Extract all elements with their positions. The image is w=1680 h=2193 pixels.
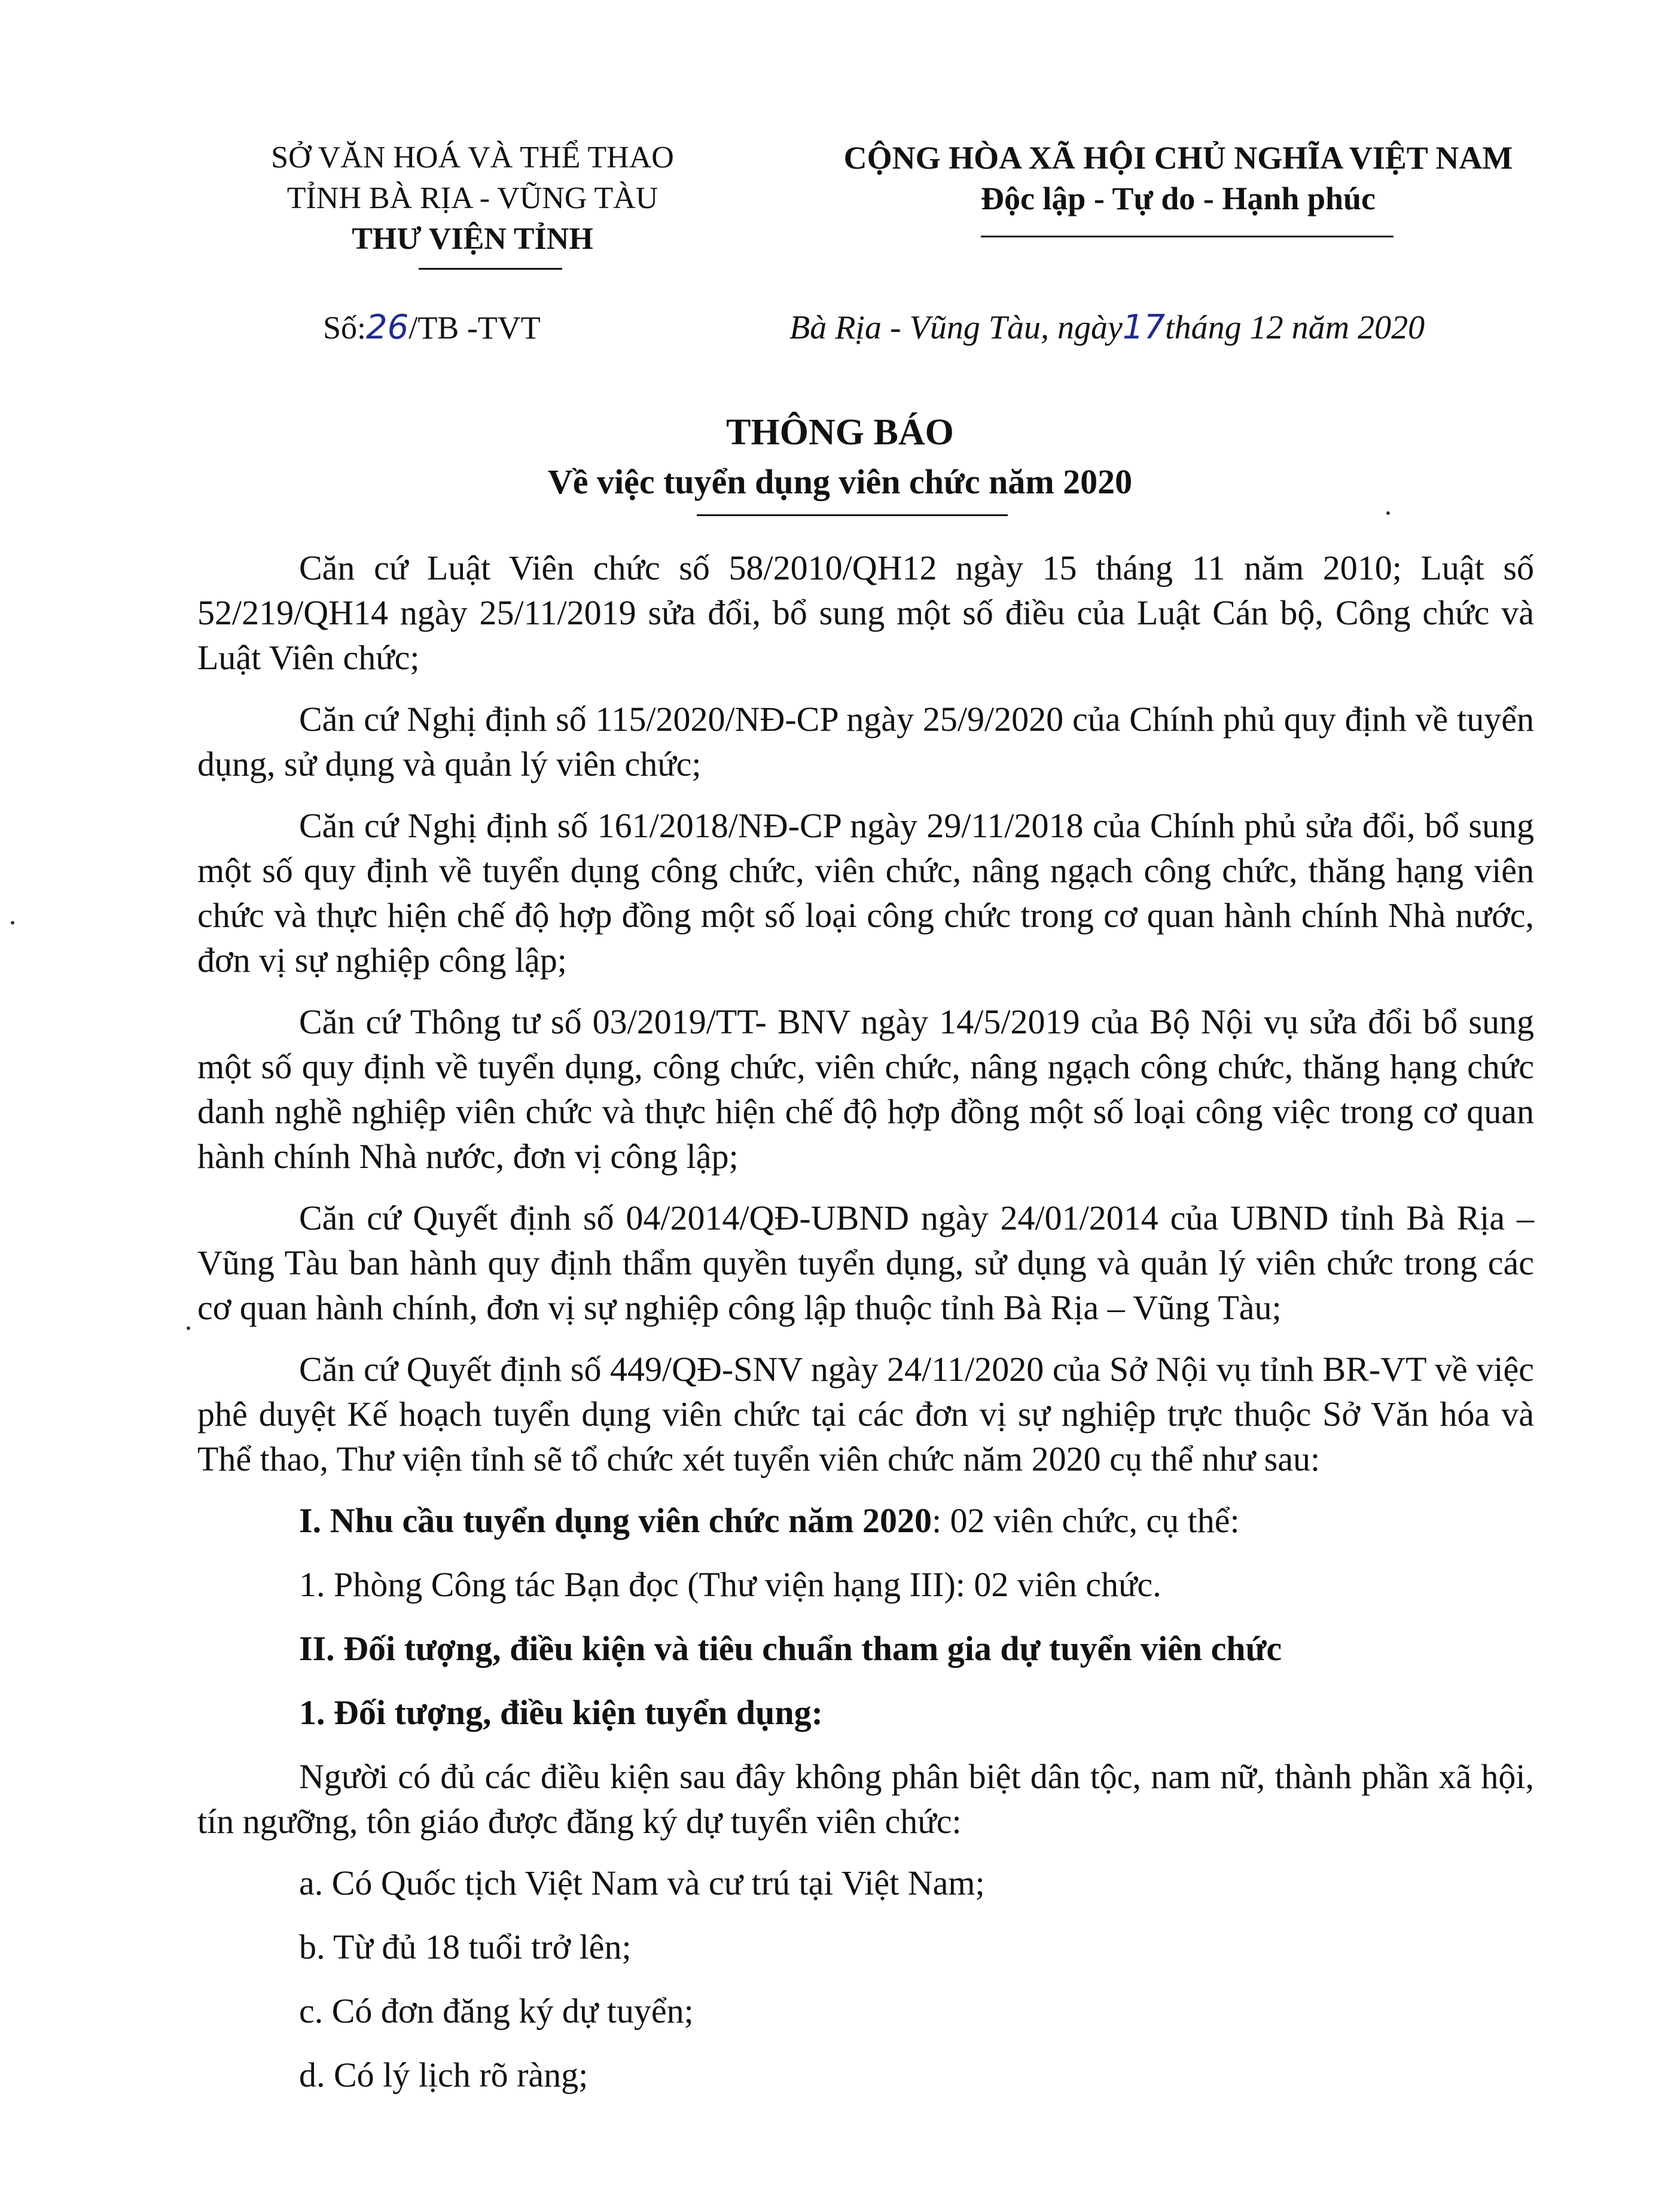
condition-item: d. Có lý lịch rõ ràng; bbox=[299, 2055, 589, 2094]
section-1-heading-rest: : 02 viên chức, cụ thể: bbox=[932, 1501, 1240, 1540]
section-2-heading: II. Đối tượng, điều kiện và tiêu chuẩn tham gia dự tuyển viên chức bbox=[299, 1629, 1282, 1668]
legal-basis-paragraph: Căn cứ Nghị định số 161/2018/NĐ-CP ngày 29/11/2018 của Chính phủ sửa đổi, bổ sung một số quy định về tuyển dụng công chức, viên chức, nâng ngạch công chức, thăng hạng viên chức và thực hiện chế độ hợp đồng một số loại công chức trong cơ quan hành chính Nhà nước, đơn vị sự nghiệp công lập; bbox=[197, 806, 1534, 980]
agency-line-1: SỞ VĂN HOÁ VÀ THỂ THAO bbox=[271, 141, 674, 175]
document-number bbox=[323, 308, 541, 347]
national-motto-block bbox=[772, 138, 1585, 219]
section-2-intro: Người có đủ các điều kiện sau đây không phân biệt dân tộc, nam nữ, thành phần xã hội, tín ngưỡng, tôn giáo được đăng ký dự tuyển viên chức: bbox=[197, 1757, 1534, 1841]
scan-speck bbox=[187, 1326, 190, 1330]
legal-basis-paragraph: Căn cứ Nghị định số 115/2020/NĐ-CP ngày 25/9/2020 của Chính phủ quy định về tuyển dụng, sử dụng và quản lý viên chức; bbox=[197, 700, 1534, 783]
motto-underline bbox=[981, 236, 1394, 237]
legal-basis-paragraph: Căn cứ Quyết định số 04/2014/QĐ-UBND ngày 24/01/2014 của UBND tỉnh Bà Rịa – Vũng Tàu ban hành quy định thẩm quyền tuyển dụng, sử dụng và quản lý viên chức trong các cơ quan hành chính, đơn vị sự nghiệp công lập thuộc tỉnh Bà Rịa – Vũng Tàu; bbox=[197, 1198, 1534, 1327]
document-body bbox=[197, 545, 1534, 2116]
legal-basis-paragraph: Căn cứ Thông tư số 03/2019/TT- BNV ngày 14/5/2019 của Bộ Nội vụ sửa đổi bổ sung một số quy định về tuyển dụng, công chức, viên chức, nâng ngạch công chức, thăng hạng chức danh nghề nghiệp viên chức và thực hiện chế độ hợp đồng một số loại công việc trong cơ quan hành chính Nhà nước, đơn vị công lập; bbox=[197, 1002, 1534, 1176]
issuing-agency-block bbox=[227, 138, 718, 260]
nation-line-2: Độc lập - Tự do - Hạnh phúc bbox=[980, 181, 1376, 216]
doc-number-suffix: /TB -TVT bbox=[408, 310, 541, 346]
section-1-item: 1. Phòng Công tác Bạn đọc (Thư viện hạng III): 02 viên chức. bbox=[299, 1565, 1161, 1604]
agency-line-3: THƯ VIỆN TỈNH bbox=[352, 222, 593, 256]
doc-number-prefix: Số: bbox=[323, 310, 367, 346]
date-prefix: Bà Rịa - Vũng Tàu, ngày bbox=[789, 309, 1123, 346]
condition-item: b. Từ đủ 18 tuổi trở lên; bbox=[299, 1927, 632, 1966]
condition-item: c. Có đơn đăng ký dự tuyển; bbox=[299, 1991, 694, 2030]
condition-item: a. Có Quốc tịch Việt Nam và cư trú tại Việt Nam; bbox=[299, 1863, 985, 1902]
legal-basis-paragraph: Căn cứ Luật Viên chức số 58/2010/QH12 ngày 15 tháng 11 năm 2010; Luật số 52/219/QH14 ngày 25/11/2019 sửa đổi, bổ sung một số điều của Luật Cán bộ, Công chức và Luật Viên chức; bbox=[197, 548, 1534, 677]
date-day-handwritten: 17 bbox=[1122, 308, 1166, 347]
scan-speck bbox=[1386, 511, 1390, 515]
scan-speck bbox=[11, 921, 14, 925]
legal-basis-paragraph: Căn cứ Quyết định số 449/QĐ-SNV ngày 24/11/2020 của Sở Nội vụ tỉnh BR-VT về việc phê duyệt Kế hoạch tuyển dụng viên chức tại các đơn vị sự nghiệp trực thuộc Sở Văn hóa và Thể thao, Thư viện tỉnh sẽ tổ chức xét tuyển viên chức năm 2020 cụ thể như sau: bbox=[197, 1350, 1534, 1478]
agency-line-2: TỈNH BÀ RỊA - VŨNG TÀU bbox=[286, 181, 658, 215]
section-2-subheading: 1. Đối tượng, điều kiện tuyển dụng: bbox=[299, 1693, 823, 1732]
doc-number-handwritten: 26 bbox=[366, 308, 409, 347]
date-line bbox=[789, 308, 1425, 347]
document-subtitle: Về việc tuyển dụng viên chức năm 2020 bbox=[547, 462, 1133, 501]
document-title: THÔNG BÁO bbox=[726, 412, 954, 453]
date-suffix: tháng 12 năm 2020 bbox=[1165, 309, 1425, 346]
nation-line-1: CỘNG HÒA XÃ HỘI CHỦ NGHĨA VIỆT NAM bbox=[843, 140, 1513, 176]
section-1-heading bbox=[197, 1498, 1534, 1543]
agency-underline bbox=[419, 268, 562, 270]
title-underline bbox=[697, 514, 1008, 516]
section-1-heading-bold: I. Nhu cầu tuyển dụng viên chức năm 2020 bbox=[299, 1501, 932, 1540]
